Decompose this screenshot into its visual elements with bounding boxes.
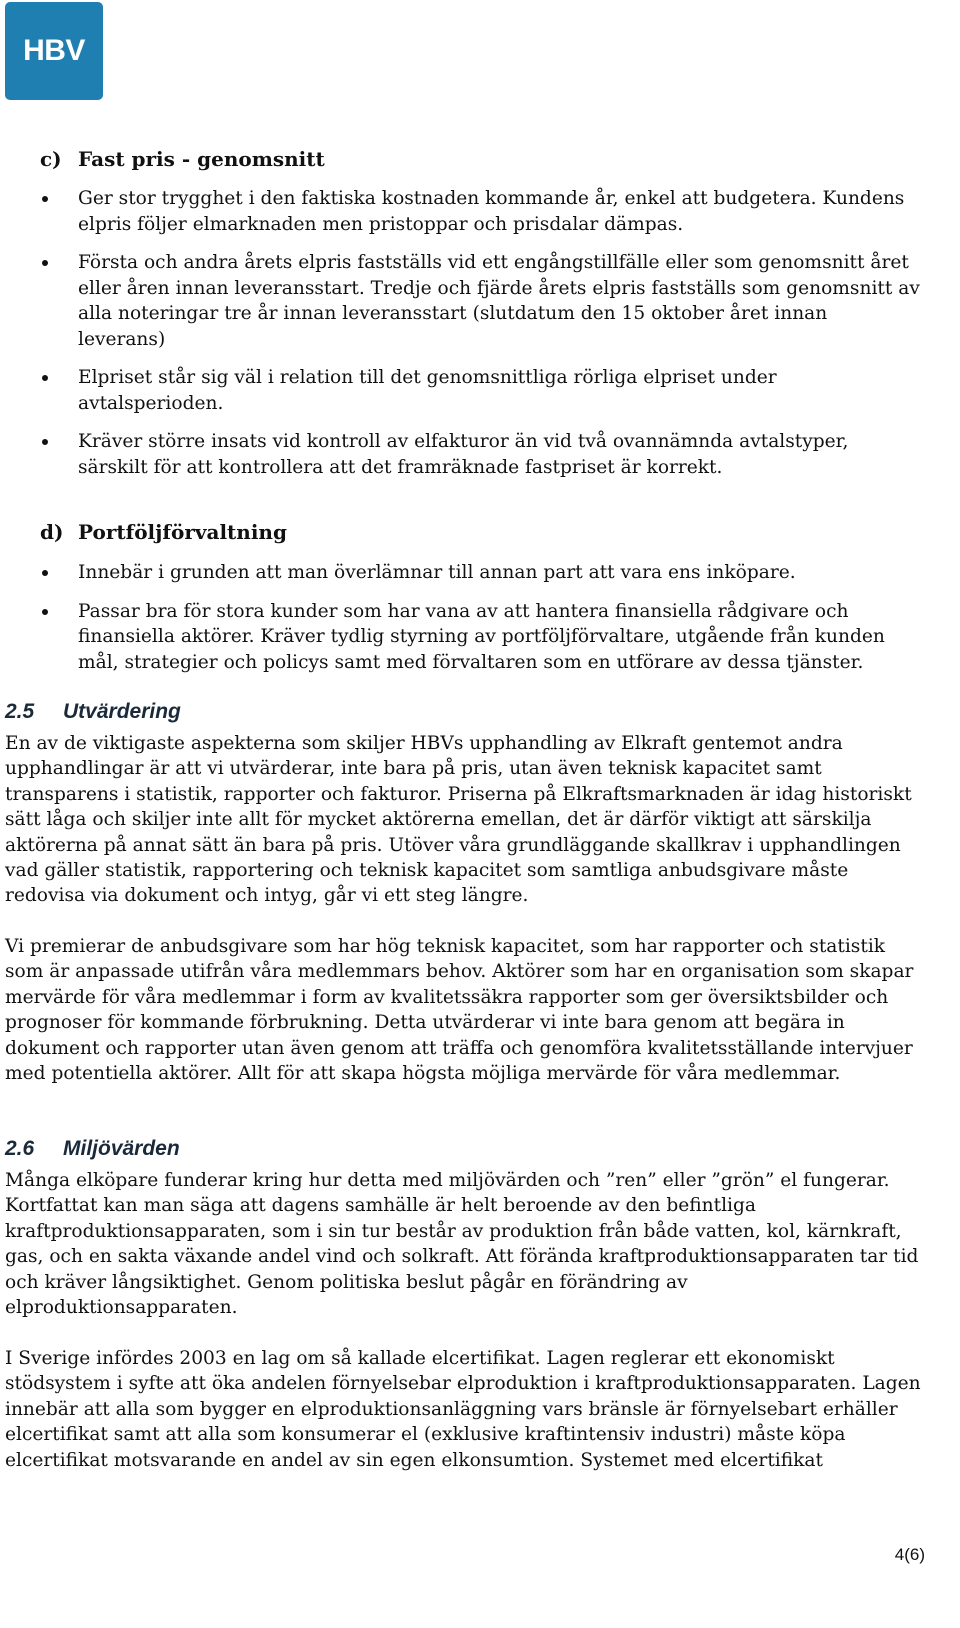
bullet-icon (42, 439, 48, 445)
list-item (40, 429, 920, 480)
bullet-text: Första och andra årets elpris fastställs vid ett engångstillfälle eller som genomsnitt året eller åren innan leveransstart. Tredje och fjärde årets elpris fastställs som genomsnitt av alla noteringar tre år innan leveransstart (slutdatum den 15 oktober året innan leverans) (78, 252, 920, 350)
logo-text: HBV (23, 34, 85, 67)
page-number: 4(6) (894, 1545, 925, 1564)
section-heading-utvardering (5, 699, 181, 725)
list-item (40, 250, 920, 352)
paragraph-miljovarden-1: Många elköpare funderar kring hur detta med miljövärden och ”ren” eller ”grön” el fungerar. Kortfattat kan man säga att dagens samhälle är helt beroende av den befintliga kraftproduktionsapparaten, som i sin tur består av produktion från både vatten, kol, kärnkraft, gas, och en sakta växande andel vind och solkraft. Att förända kraftproduktionsapparaten tar tid och kräver långsiktighet. Genom politiska beslut pågår en förändring av elproduktionsapparaten. (5, 1170, 919, 1319)
bullet-list-portfoljforvaltning (40, 560, 920, 688)
bullet-icon (42, 609, 48, 615)
paragraph-miljovarden-2: I Sverige infördes 2003 en lag om så kallade elcertifikat. Lagen reglerar ett ekonomiskt stödsystem i syfte att öka andelen förnyelsebar elproduktion i kraftproduktionsapparaten. Lagen innebär att alla som bygger en elproduktionsanläggning vars bränsle är förnyelsebart erhäller elcertifikat samt att alla som konsumerar el (exklusive kraftintensiv industri) måste köpa elcertifikat motsvarande en andel av sin egen elkonsumtion. Systemet med elcertifikat (5, 1348, 921, 1471)
heading-title: Portföljförvaltning (78, 520, 287, 544)
bullet-icon (42, 260, 48, 266)
bullet-text: Kräver större insats vid kontroll av elfakturor än vid två ovannämnda avtalstyper, särskilt för att kontrollera att det framräknade fastpriset är korrekt. (78, 431, 849, 478)
heading-portfoljforvaltning (40, 519, 287, 545)
bullet-text: Elpriset står sig väl i relation till det genomsnittliga rörliga elpriset under avtalsperioden. (78, 367, 777, 414)
list-item (40, 365, 920, 416)
bullet-text: Ger stor trygghet i den faktiska kostnaden kommande år, enkel att budgetera. Kundens elpris följer elmarknaden men pristoppar och prisdalar dämpas. (78, 188, 905, 235)
section-number: 2.6 (5, 1137, 35, 1160)
section-title: Utvärdering (63, 700, 181, 723)
paragraph-utvardering-1: En av de viktigaste aspekterna som skiljer HBVs upphandling av Elkraft gentemot andra upphandlingar är att vi utvärderar, inte bara på pris, utan även teknisk kapacitet samt transparens i statistik, rapporter och fakturor. Priserna på Elkraftsmarknaden är idag historiskt sätt låga och skiljer inte allt för mycket aktörerna emellan, det är därför viktigt att särskilja aktörerna på annat sätt än bara på pris. Utöver våra grundläggande skallkrav i upphandlingen vad gäller statistik, rapportering och teknisk kapacitet som samtliga anbudsgivare måste redovisa via dokument och intyg, går vi ett steg längre. (5, 733, 912, 907)
list-item (40, 599, 920, 676)
list-item (40, 560, 920, 586)
section-heading-miljovarden (5, 1136, 180, 1162)
bullet-icon (42, 375, 48, 381)
bullet-text: Innebär i grunden att man överlämnar till annan part att vara ens inköpare. (78, 562, 796, 583)
bullet-text: Passar bra för stora kunder som har vana av att hantera finansiella rådgivare och finansiella aktörer. Kräver tydlig styrning av portföljförvaltare, utgående från kunden mål, strategier och policys samt med förvaltaren som en utförare av dessa tjänster. (78, 600, 885, 673)
section-title: Miljövärden (63, 1137, 180, 1160)
heading-fast-pris-genomsnitt (40, 146, 325, 172)
heading-marker: c) (40, 147, 62, 171)
section-number: 2.5 (5, 700, 35, 723)
heading-title: Fast pris - genomsnitt (78, 147, 325, 171)
hbv-logo (5, 2, 103, 100)
heading-marker: d) (40, 520, 64, 544)
list-item (40, 186, 920, 237)
bullet-icon (42, 570, 48, 576)
paragraph-utvardering-2: Vi premierar de anbudsgivare som har hög teknisk kapacitet, som har rapporter och statistik som är anpassade utifrån våra medlemmars behov. Aktörer som har en organisation som skapar mervärde för våra medlemmar i form av kvalitetssäkra rapporter som ger översiktsbilder och prognoser för kommande förbrukning. Detta utvärderar vi inte bara genom att begära in dokument och rapporter utan även genom att träffa och genomföra kvalitetsställande intervjuer med potentiella aktörer. Allt för att skapa högsta möjliga mervärde för våra medlemmar. (5, 936, 914, 1085)
bullet-list-fast-pris (40, 186, 920, 493)
bullet-icon (42, 196, 48, 202)
